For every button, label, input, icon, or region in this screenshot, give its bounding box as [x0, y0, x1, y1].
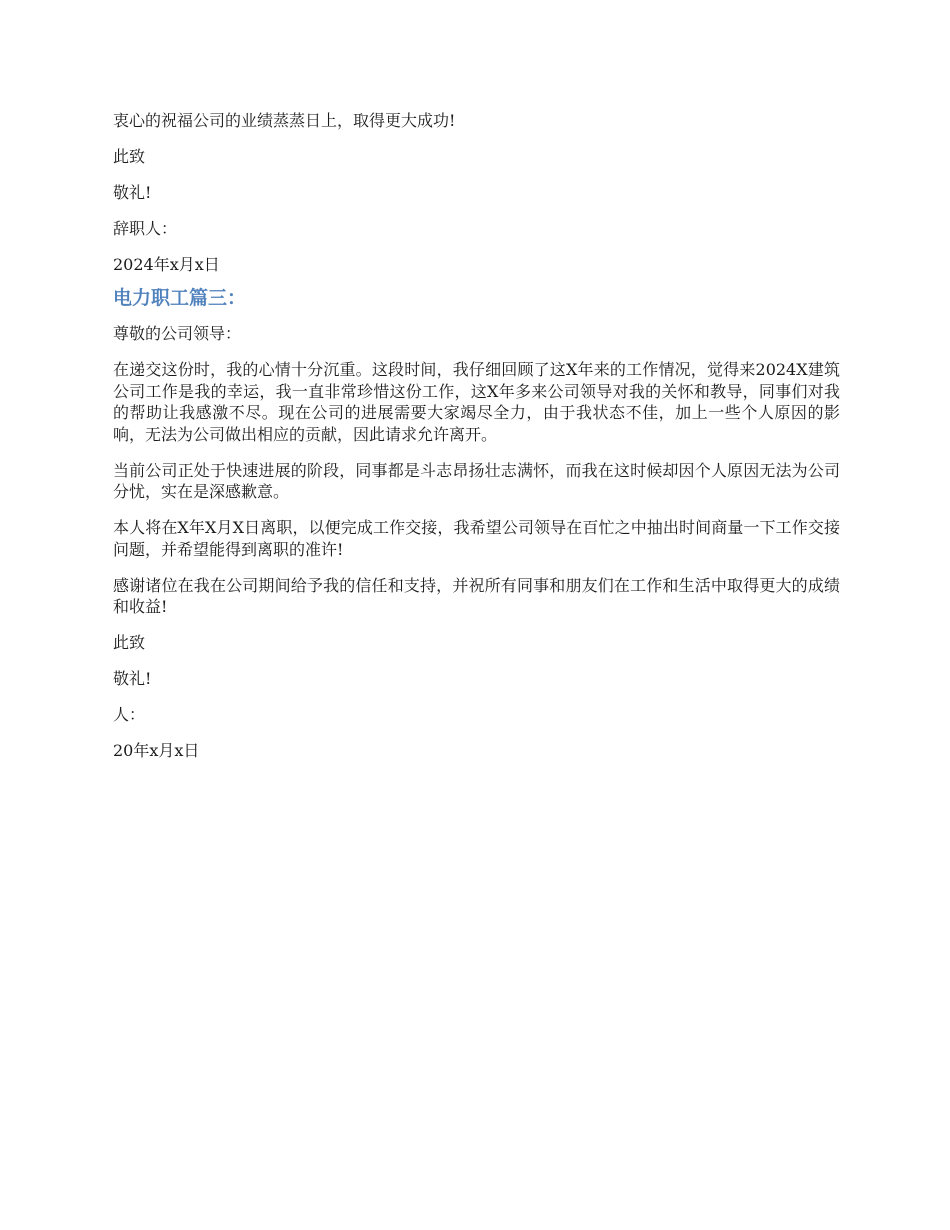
closing-wish-text: 衷心的祝福公司的业绩蒸蒸日上，取得更大成功! [113, 111, 456, 130]
body-paragraph: 感谢诸位在我在公司期间给予我的信任和支持，并祝所有同事和朋友们在工作和生活中取得更大的成绩和收益! [113, 575, 840, 616]
signer-label: 人： [113, 705, 146, 724]
salutation-text: 此致 [113, 633, 146, 652]
body-paragraph: 在递交这份时，我的心情十分沉重。这段时间，我仔细回顾了这X年来的工作情况，觉得来2024X建筑公司工作是我的幸运，我一直非常珍惜这份工作，这X年多来公司领导对我的关怀和教导，同事们对我的帮助让我感激不尽。现在公司的进展需要大家竭尽全力，由于我状态不佳，加上一些个人原因的影响，无法为公司做出相应的贡献，因此请求允许离开。 [113, 360, 840, 444]
body-paragraph: 本人将在X年X月X日离职，以便完成工作交接，我希望公司领导在百忙之中抽出时间商量一下工作交接问题，并希望能得到离职的准许! [113, 518, 840, 559]
greeting-text: 尊敬的公司领导： [113, 324, 242, 343]
body-paragraph: 当前公司正处于快速进展的阶段，同事都是斗志昂扬壮志满怀，而我在这时候却因个人原因无法为公司分忧，实在是深感歉意。 [113, 460, 840, 501]
document-page [113, 110, 840, 776]
signer-label: 辞职人： [113, 219, 178, 238]
section-heading: 电力职工篇三： [113, 287, 247, 309]
salutation-text: 此致 [113, 147, 146, 166]
regards-text: 敬礼! [113, 183, 152, 202]
regards-text: 敬礼! [113, 669, 152, 688]
letter-date: 20年x月x日 [113, 741, 200, 760]
letter-date: 2024年x月x日 [113, 255, 220, 274]
